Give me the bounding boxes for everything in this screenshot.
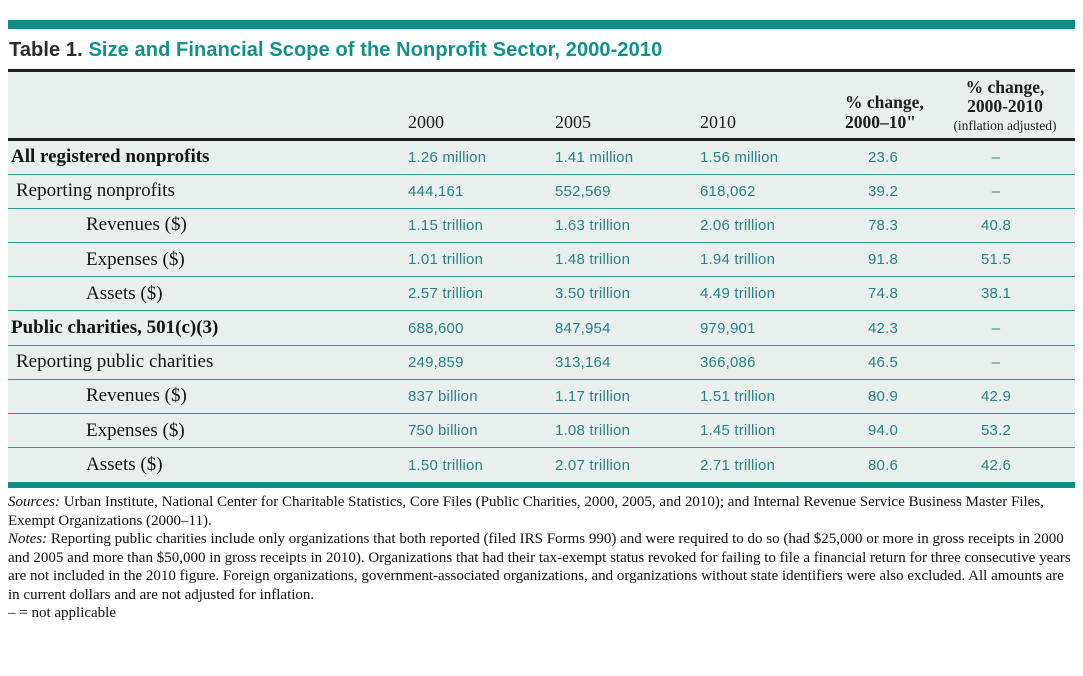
value-pct-change-inflation: 42.6 <box>981 456 1011 474</box>
table-row <box>8 175 1075 209</box>
value-pct-change-inflation: 40.8 <box>981 216 1011 234</box>
header-2000: 2000 <box>408 112 444 132</box>
sources-note <box>8 493 1075 530</box>
notes-text: Reporting public charities include only organizations that both reported (filed IRS Forms 990) and were required to do so (had $25,000 or more in gross receipts in 2000 and 2005 and more than $50,000 in gross receipts in 2010). Organizations that had their tax-exempt status revoked for failing to file a financial return for three consecutive years are not included in the 2010 figure. Foreign organizations, government-associated organizations, and organizations without state identifiers were also excluded. All amounts are in current dollars and are not adjusted for inflation. <box>8 531 1071 603</box>
value-2000: 837 billion <box>408 387 478 405</box>
value-pct-change-inflation: 51.5 <box>981 251 1011 269</box>
value-2005: 2.07 trillion <box>555 456 631 474</box>
notes-note <box>8 530 1075 604</box>
value-2005: 847,954 <box>555 319 611 337</box>
value-pct-change: 46.5 <box>868 353 898 371</box>
value-pct-change-inflation: 42.9 <box>981 387 1011 405</box>
value-pct-change-inflation: 53.2 <box>981 422 1011 440</box>
row-label: Expenses ($) <box>86 248 185 270</box>
table-header-row <box>8 72 1075 138</box>
value-2000: 444,161 <box>408 182 464 200</box>
value-2000: 1.15 trillion <box>408 216 484 234</box>
value-2010: 366,086 <box>700 353 756 371</box>
value-pct-change: 39.2 <box>868 182 898 200</box>
value-pct-change: 42.3 <box>868 319 898 337</box>
value-2010: 1.94 trillion <box>700 251 776 269</box>
row-label: Revenues ($) <box>86 385 187 407</box>
value-pct-change-inflation: – <box>991 182 1001 200</box>
value-pct-change: 80.6 <box>868 456 898 474</box>
value-2000: 2.57 trillion <box>408 285 484 303</box>
sources-label: Sources: <box>8 494 60 511</box>
row-label: Assets ($) <box>86 282 163 304</box>
table-row <box>8 141 1075 175</box>
value-2000: 249,859 <box>408 353 464 371</box>
value-pct-change-inflation: 38.1 <box>981 285 1011 303</box>
value-pct-change: 78.3 <box>868 216 898 234</box>
value-2010: 979,901 <box>700 319 756 337</box>
value-pct-change: 94.0 <box>868 422 898 440</box>
header-pct-change-inflation: % change, 2000-2010 (inflation adjusted) <box>953 76 1057 133</box>
table-title-prefix: Table 1. <box>9 39 83 61</box>
value-2005: 313,164 <box>555 353 611 371</box>
table-row <box>8 448 1075 482</box>
value-pct-change-inflation: – <box>991 148 1001 166</box>
table-row <box>8 346 1075 380</box>
value-2000: 750 billion <box>408 422 478 440</box>
value-pct-change: 74.8 <box>868 285 898 303</box>
value-2000: 1.26 million <box>408 148 487 166</box>
table-row <box>8 311 1075 345</box>
value-2005: 3.50 trillion <box>555 285 631 303</box>
value-2010: 4.49 trillion <box>700 285 776 303</box>
table-row <box>8 243 1075 277</box>
value-2005: 552,569 <box>555 182 611 200</box>
table-row <box>8 277 1075 311</box>
row-label: Reporting public charities <box>16 351 214 373</box>
value-2005: 1.41 million <box>555 148 634 166</box>
dash-legend: – = not applicable <box>8 605 117 622</box>
table-row <box>8 209 1075 243</box>
row-label: Public charities, 501(c)(3) <box>11 317 219 339</box>
row-label: All registered nonprofits <box>11 146 210 168</box>
table-row <box>8 380 1075 414</box>
value-2010: 1.56 million <box>700 148 779 166</box>
header-pct-change: % change, 2000–10" <box>845 91 924 133</box>
value-pct-change-inflation: – <box>991 353 1001 371</box>
value-2010: 1.51 trillion <box>700 387 776 405</box>
value-2000: 1.50 trillion <box>408 456 484 474</box>
table-title-text: Size and Financial Scope of the Nonprofit Sector, 2000-2010 <box>88 39 663 61</box>
page-content <box>8 20 1075 623</box>
footnotes <box>8 493 1075 623</box>
value-2000: 688,600 <box>408 319 464 337</box>
value-2005: 1.48 trillion <box>555 251 631 269</box>
value-2010: 2.06 trillion <box>700 216 776 234</box>
row-label: Revenues ($) <box>86 214 187 236</box>
value-pct-change: 23.6 <box>868 148 898 166</box>
sources-text: Urban Institute, National Center for Charitable Statistics, Core Files (Public Charities, 2000, 2005, and 2010); and Internal Revenue Service Business Master Files, Exempt Organizations (2000–11). <box>8 494 1044 529</box>
header-2005: 2005 <box>555 112 591 132</box>
value-pct-change: 80.9 <box>868 387 898 405</box>
value-2005: 1.63 trillion <box>555 216 631 234</box>
table-row <box>8 414 1075 448</box>
value-2005: 1.08 trillion <box>555 422 631 440</box>
table-body <box>8 141 1075 483</box>
header-2010: 2010 <box>700 112 736 132</box>
value-2005: 1.17 trillion <box>555 387 631 405</box>
row-label: Expenses ($) <box>86 419 185 441</box>
top-accent-bar <box>8 20 1075 29</box>
value-2010: 1.45 trillion <box>700 422 776 440</box>
row-label: Reporting nonprofits <box>16 180 175 202</box>
value-pct-change: 91.8 <box>868 251 898 269</box>
value-2000: 1.01 trillion <box>408 251 484 269</box>
value-2010: 618,062 <box>700 182 756 200</box>
row-label: Assets ($) <box>86 454 163 476</box>
value-pct-change-inflation: – <box>991 319 1001 337</box>
table-bottom-rule <box>8 482 1075 488</box>
table-title <box>8 29 1075 69</box>
notes-label: Notes: <box>8 531 48 548</box>
value-2010: 2.71 trillion <box>700 456 776 474</box>
